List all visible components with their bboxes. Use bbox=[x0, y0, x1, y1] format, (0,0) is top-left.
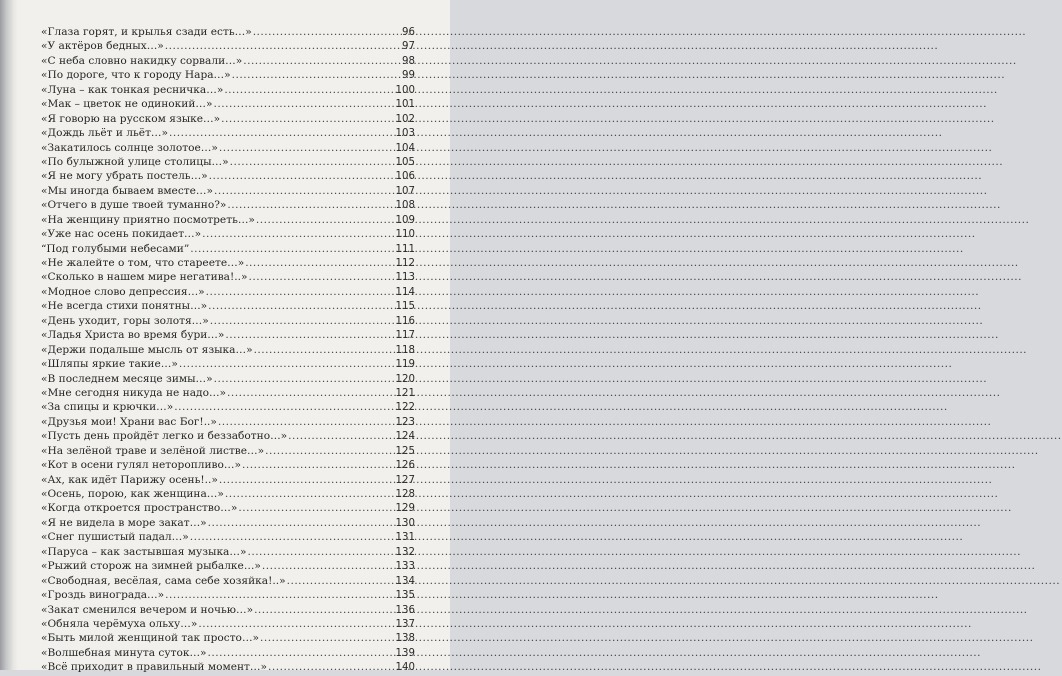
toc-entry-title: «Отчего в душе твоей туманно?» bbox=[41, 199, 227, 212]
toc-entry-page-number: 104 bbox=[395, 142, 415, 154]
table-of-contents bbox=[41, 25, 415, 675]
dot-leader bbox=[210, 314, 395, 328]
toc-entry-title: «Держи подальше мысль от языка…» bbox=[41, 343, 253, 356]
toc-entry-title: «Гроздь винограда…» bbox=[41, 589, 165, 602]
toc-entry-page-number: 114 bbox=[395, 286, 415, 298]
toc-entry-page-number: 129 bbox=[395, 503, 415, 515]
toc-entry-title: «Паруса – как застывшая музыка…» bbox=[41, 545, 247, 558]
dot-leader bbox=[288, 429, 394, 443]
dot-leader bbox=[165, 588, 394, 602]
dot-leader bbox=[208, 646, 395, 660]
toc-entry-title: «Снег пушистый падал…» bbox=[41, 531, 189, 544]
dot-leader bbox=[242, 458, 395, 472]
toc-entry-page-number: 127 bbox=[395, 474, 415, 486]
toc-entry-page-number: 122 bbox=[395, 402, 415, 414]
toc-entry-page-number: 130 bbox=[395, 517, 415, 529]
toc-entry-title: «Закат сменился вечером и ночью…» bbox=[41, 603, 254, 616]
dot-leader bbox=[214, 97, 395, 111]
dot-leader bbox=[262, 559, 395, 573]
toc-entry-page-number: 103 bbox=[395, 128, 415, 140]
dot-leader bbox=[174, 400, 394, 414]
dot-leader bbox=[221, 112, 394, 126]
toc-entry-page-number: 115 bbox=[395, 301, 415, 313]
toc-entry-title: «Пусть день пройдёт легко и беззаботно…» bbox=[41, 430, 288, 443]
toc-entry-title: «Глаза горят, и крылья сзади есть…» bbox=[41, 26, 252, 38]
toc-entry-title: «День уходит, горы золотя…» bbox=[41, 314, 209, 327]
toc-entry-title: «Кот в осени гулял неторопливо…» bbox=[41, 459, 241, 472]
toc-entry-title: «По дороге, что к городу Нара…» bbox=[41, 69, 231, 82]
toc-entry bbox=[41, 112, 415, 126]
toc-entry-title: «Рыжий сторож на зимней рыбалке…» bbox=[41, 560, 261, 573]
toc-entry-page-number: 99 bbox=[402, 70, 415, 82]
toc-entry-page-number: 140 bbox=[395, 662, 415, 674]
dot-leader bbox=[248, 270, 394, 284]
toc-entry bbox=[41, 458, 415, 472]
toc-entry-page-number: 117 bbox=[395, 330, 415, 342]
toc-entry bbox=[41, 386, 415, 400]
dot-leader bbox=[238, 501, 394, 515]
toc-entry-page-number: 119 bbox=[395, 359, 415, 371]
toc-entry-page-number: 137 bbox=[395, 618, 415, 630]
toc-entry-page-number: 128 bbox=[395, 489, 415, 500]
dot-leader bbox=[218, 415, 395, 429]
toc-entry bbox=[41, 68, 415, 82]
toc-entry-title: «Уже нас осень покидает…» bbox=[41, 228, 202, 241]
toc-entry bbox=[41, 97, 415, 111]
toc-entry bbox=[41, 155, 415, 169]
toc-entry-page-number: 120 bbox=[395, 373, 415, 385]
toc-entry-title: «По булыжной улице столицы…» bbox=[41, 155, 229, 168]
toc-entry-title: «Не жалейте о том, что стареете…» bbox=[41, 257, 245, 269]
toc-entry-title: «В последнем месяце зимы…» bbox=[41, 372, 213, 385]
toc-entry bbox=[41, 617, 415, 631]
toc-entry bbox=[41, 39, 415, 53]
toc-entry-title: «Обняла черёмуха ольху…» bbox=[41, 617, 198, 630]
binding-shadow bbox=[0, 0, 18, 670]
dot-leader bbox=[165, 39, 401, 53]
toc-entry bbox=[41, 516, 415, 530]
dot-leader bbox=[268, 660, 395, 674]
dot-leader bbox=[265, 444, 394, 458]
toc-entry-title: «Свободная, весёлая, сама себе хозяйка!..» bbox=[41, 574, 286, 587]
toc-entry bbox=[41, 198, 415, 212]
dot-leader bbox=[208, 299, 394, 313]
toc-entry-page-number: 124 bbox=[395, 431, 415, 443]
toc-entry bbox=[41, 603, 415, 617]
dot-leader bbox=[190, 530, 395, 544]
toc-entry bbox=[41, 429, 415, 443]
toc-entry-page-number: 123 bbox=[395, 416, 415, 428]
toc-entry bbox=[41, 141, 415, 155]
toc-entry-page-number: 133 bbox=[395, 561, 415, 573]
toc-entry-page-number: 136 bbox=[395, 604, 415, 616]
toc-entry-title: «Дождь льёт и льёт…» bbox=[41, 127, 169, 140]
toc-entry-page-number: 132 bbox=[395, 546, 415, 558]
toc-entry-title: «Я не видела в море закат…» bbox=[41, 516, 207, 529]
dot-leader bbox=[214, 184, 395, 198]
toc-entry-title: «Мы иногда бываем вместе…» bbox=[41, 184, 213, 197]
dot-leader bbox=[243, 54, 401, 68]
dot-leader bbox=[209, 169, 395, 183]
toc-entry-page-number: 116 bbox=[395, 315, 415, 327]
toc-entry bbox=[41, 213, 415, 227]
toc-entry bbox=[41, 343, 415, 357]
toc-entry bbox=[41, 444, 415, 458]
toc-entry-page-number: 100 bbox=[395, 84, 415, 96]
toc-entry bbox=[41, 559, 415, 573]
dot-leader bbox=[247, 545, 394, 559]
dot-leader bbox=[214, 372, 395, 386]
dot-leader bbox=[219, 141, 395, 155]
dot-leader bbox=[179, 357, 395, 371]
toc-entry bbox=[41, 54, 415, 68]
toc-entry-title: «Луна – как тонкая ресничка…» bbox=[41, 83, 224, 96]
dot-leader bbox=[225, 487, 395, 501]
dot-leader bbox=[230, 155, 395, 169]
toc-entry bbox=[41, 270, 415, 284]
toc-entry-page-number: 112 bbox=[395, 258, 415, 269]
dot-leader bbox=[227, 386, 395, 400]
toc-entry-page-number: 107 bbox=[395, 185, 415, 197]
toc-entry-title: «С неба словно накидку сорвали…» bbox=[41, 54, 243, 67]
toc-entry-title: «Мне сегодня никуда не надо…» bbox=[41, 386, 227, 399]
toc-entry bbox=[41, 372, 415, 386]
toc-entry bbox=[41, 631, 415, 645]
toc-entry bbox=[41, 299, 415, 313]
toc-entry bbox=[41, 473, 415, 487]
toc-entry-page-number: 96 bbox=[402, 27, 415, 38]
book-page bbox=[0, 0, 450, 674]
toc-entry-page-number: 118 bbox=[395, 344, 415, 356]
toc-entry-title: «На зелёной траве и зелёной листве…» bbox=[41, 444, 265, 457]
toc-entry-title: «На женщину приятно посмотреть…» bbox=[41, 213, 255, 226]
dot-leader bbox=[225, 328, 394, 342]
toc-entry bbox=[41, 646, 415, 660]
toc-entry bbox=[41, 400, 415, 414]
toc-entry-page-number: 125 bbox=[395, 445, 415, 457]
toc-entry-page-number: 126 bbox=[395, 460, 415, 472]
dot-leader bbox=[260, 631, 395, 645]
toc-entry bbox=[41, 184, 415, 198]
toc-entry-title: «Закатилось солнце золотое…» bbox=[41, 141, 218, 154]
toc-entry-page-number: 134 bbox=[395, 575, 415, 587]
toc-entry bbox=[41, 256, 415, 270]
toc-entry-page-number: 98 bbox=[402, 55, 415, 67]
toc-entry bbox=[41, 242, 415, 256]
toc-entry-title: «Модное слово депрессия…» bbox=[41, 285, 205, 298]
toc-entry bbox=[41, 126, 415, 140]
toc-entry-title: «Ладья Христа во время бури…» bbox=[41, 329, 225, 342]
toc-entry-page-number: 97 bbox=[402, 41, 415, 53]
toc-entry-page-number: 135 bbox=[395, 590, 415, 602]
toc-entry bbox=[41, 574, 415, 588]
toc-entry-page-number: 121 bbox=[395, 387, 415, 399]
dot-leader bbox=[208, 516, 395, 530]
toc-entry-title: «Сколько в нашем мире негатива!..» bbox=[41, 271, 248, 284]
dot-leader bbox=[169, 126, 395, 140]
toc-entry-title: «Мак – цветок не одинокий…» bbox=[41, 98, 213, 111]
toc-entry-page-number: 108 bbox=[395, 200, 415, 212]
toc-entry-title: «Я говорю на русском языке…» bbox=[41, 112, 221, 125]
toc-entry bbox=[41, 415, 415, 429]
toc-entry bbox=[41, 588, 415, 602]
toc-entry-title: «Волшебная минута суток…» bbox=[41, 646, 207, 659]
toc-entry-title: «Когда откроется пространство…» bbox=[41, 502, 238, 515]
toc-entry bbox=[41, 285, 415, 299]
dot-leader bbox=[245, 256, 394, 270]
toc-entry-title: «Шляпы яркие такие…» bbox=[41, 358, 178, 371]
toc-entry-title: «Осень, порою, как женщина…» bbox=[41, 488, 224, 500]
toc-entry-title: «Друзья мои! Храни вас Бог!..» bbox=[41, 415, 217, 428]
toc-entry-page-number: 138 bbox=[395, 633, 415, 645]
toc-entry-page-number: 113 bbox=[395, 272, 415, 284]
dot-leader bbox=[224, 83, 394, 97]
toc-entry-title: «Быть милой женщиной так просто…» bbox=[41, 632, 260, 645]
toc-entry-page-number: 131 bbox=[395, 532, 415, 544]
toc-entry-title: «Ах, как идёт Парижу осень!..» bbox=[41, 473, 218, 486]
toc-entry-page-number: 106 bbox=[395, 171, 415, 183]
dot-leader bbox=[227, 198, 394, 212]
toc-entry-page-number: 105 bbox=[395, 156, 415, 168]
dot-leader bbox=[219, 473, 395, 487]
toc-entry-title: «Не всегда стихи понятны…» bbox=[41, 300, 208, 313]
toc-entry-page-number: 111 bbox=[395, 243, 415, 255]
toc-entry bbox=[41, 501, 415, 515]
toc-entry-title: «За спицы и крючки…» bbox=[41, 401, 174, 414]
toc-entry bbox=[41, 357, 415, 371]
dot-leader bbox=[190, 242, 394, 256]
toc-entry-title: «Я не могу убрать постель…» bbox=[41, 170, 208, 183]
toc-entry bbox=[41, 487, 415, 501]
toc-entry bbox=[41, 660, 415, 674]
toc-entry bbox=[41, 25, 415, 39]
toc-entry bbox=[41, 314, 415, 328]
toc-entry-title: «У актёров бедных…» bbox=[41, 40, 164, 53]
toc-entry bbox=[41, 530, 415, 544]
toc-entry-title: «Всё приходит в правильный момент…» bbox=[41, 661, 267, 674]
toc-entry bbox=[41, 227, 415, 241]
toc-entry bbox=[41, 545, 415, 559]
toc-entry bbox=[41, 328, 415, 342]
toc-entry-page-number: 102 bbox=[395, 113, 415, 125]
dot-leader bbox=[287, 574, 395, 588]
dot-leader bbox=[254, 343, 395, 357]
dot-leader bbox=[206, 285, 395, 299]
toc-entry-page-number: 110 bbox=[395, 229, 415, 241]
dot-leader bbox=[253, 25, 401, 39]
dot-leader bbox=[256, 213, 395, 227]
toc-entry-page-number: 139 bbox=[395, 647, 415, 659]
toc-entry bbox=[41, 83, 415, 97]
toc-entry bbox=[41, 169, 415, 183]
dot-leader bbox=[232, 68, 401, 82]
toc-entry-page-number: 109 bbox=[395, 214, 415, 226]
dot-leader bbox=[202, 227, 394, 241]
dot-leader bbox=[198, 617, 394, 631]
dot-leader bbox=[254, 603, 394, 617]
toc-entry-title: “Под голубыми небесами” bbox=[41, 242, 190, 255]
toc-entry-page-number: 101 bbox=[395, 99, 415, 111]
